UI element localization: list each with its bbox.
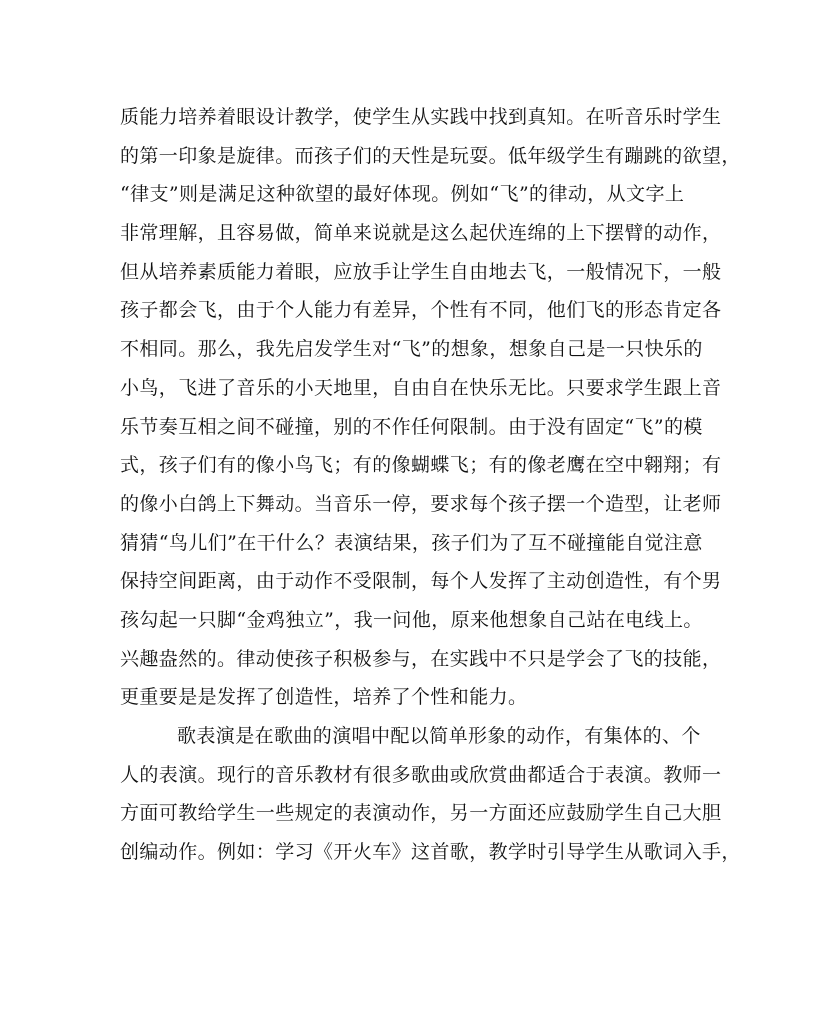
text-line: 的像小白鸽上下舞动。当音乐一停，要求每个孩子摆一个造型，让老师 <box>120 492 722 515</box>
text-line: 质能力培养着眼设计教学，使学生从实践中找到真知。在听音乐时学生 <box>120 106 722 128</box>
text-line: 小鸟，飞进了音乐的小天地里，自由自在快乐无比。只要求学生跟上音 <box>120 376 722 399</box>
text-line: 兴趣盎然的。律动使孩子积极参与，在实践中不只是学会了飞的技能， <box>120 647 722 670</box>
text-line: 保持空间距离，由于动作不受限制，每个人发挥了主动创造性，有个男 <box>120 570 722 593</box>
text-line: 不相同。那么，我先启发学生对“飞”的想象，想象自己是一只快乐的 <box>120 338 703 361</box>
body-text <box>120 98 741 872</box>
text-line: 创编动作。例如：学习《开火车》这首歌，教学时引导学生从歌词入手， <box>120 841 741 864</box>
text-line: 乐节奏互相之间不碰撞，别的不作任何限制。由于没有固定“飞”的模 <box>120 415 703 438</box>
text-line: 但从培养素质能力着眼，应放手让学生自由地去飞，一般情况下，一般 <box>120 260 722 283</box>
text-line: 式，孩子们有的像小鸟飞；有的像蝴蝶飞；有的像老鹰在空中翱翔；有 <box>120 454 722 477</box>
paragraph-first-line: 歌表演是在歌曲的演唱中配以简单形象的动作，有集体的、个 <box>177 725 701 747</box>
text-line: 人的表演。现行的音乐教材有很多歌曲或欣赏曲都适合于表演。教师一 <box>120 763 722 786</box>
text-line: 更重要是是发挥了创造性，培养了个性和能力。 <box>120 686 528 709</box>
text-line: “律支”则是满足这种欲望的最好体现。例如“飞”的律动，从文字上 <box>120 183 685 206</box>
text-line: 孩子都会飞，由于个人能力有差异，个性有不同，他们飞的形态肯定各 <box>120 299 722 322</box>
text-line: 孩勾起一只脚“金鸡独立”，我一问他，原来他想象自己站在电线上。 <box>120 608 703 631</box>
text-line: 非常理解，且容易做，简单来说就是这么起伏连绵的上下摆臂的动作， <box>120 222 722 245</box>
text-line: 的第一印象是旋律。而孩子们的天性是玩耍。低年级学生有蹦跳的欲望， <box>120 144 741 167</box>
text-line: 方面可教给学生一些规定的表演动作，另一方面还应鼓励学生自己大胆 <box>120 802 722 825</box>
text-line: 猜猜“鸟儿们”在干什么？表演结果，孩子们为了互不碰撞能自觉注意 <box>120 531 703 554</box>
